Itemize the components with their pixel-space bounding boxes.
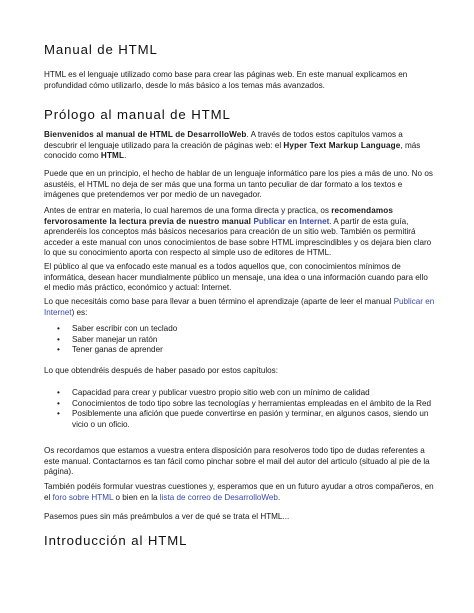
publicar-internet-link-2[interactable]: Publicar en Internet xyxy=(44,297,435,317)
bullet-icon: • xyxy=(57,398,60,408)
forum-end-text: . xyxy=(277,492,281,502)
recommend-bold: recomendamos fervorosamente la lectura previa de nuestro manual xyxy=(44,206,394,226)
list-item-text: Capacidad para crear y publicar vuestro propio sitio web con un mínimo de calidad xyxy=(72,388,370,397)
audience-paragraph: El público al que va enfocado este manual es a todos aquellos que, con conocimientos mínimos de informática, desean hacer mundialmente público un mensaje, una idea o una información cuando para ello el medio más práctico, económico y actual: Internet. xyxy=(44,262,428,293)
requirements-list xyxy=(44,324,436,356)
heading-prologo: Prólogo al manual de HTML xyxy=(44,107,231,122)
welcome-text: . A través de todos estos capítulos vamos a descubrir el lenguaje utilizado para la creación de páginas web: el xyxy=(44,130,403,150)
requirements-text: Lo que necesitáis como base para llevar a buen término el aprendizaje (aparte de leer el manual xyxy=(44,297,394,306)
heading-introduccion: Introducción al HTML xyxy=(44,533,188,548)
forum-text: También podéis formular vuestras cuestiones y, esperamos que en un futuro ayudar a otros compañeros, en el xyxy=(44,482,434,502)
recommendation-paragraph xyxy=(44,206,436,259)
list-item-text: Saber escribir con un teclado xyxy=(72,324,178,333)
publicar-internet-link[interactable]: Publicar en Internet xyxy=(253,216,330,226)
outcomes-intro: Lo que obtendréis después de haber pasado por estos capítulos: xyxy=(44,366,278,375)
support-paragraph: Os recordamos que estamos a vuestra entera disposición para resolveros todo tipo de dudas referentes a este manual. Contactarnos es tan fácil como pinchar sobre el mail del autor del articulo (situado al pie de la página). xyxy=(44,446,430,477)
known-as-text: , más conocido como xyxy=(44,140,421,161)
mailing-list-link[interactable]: lista de correo de DesarrolloWeb xyxy=(159,492,278,502)
list-item-text: Posiblemente una afición que puede convertirse en pasión y terminar, en algunos casos, siendo un vicio o un oficio. xyxy=(72,409,429,429)
bullet-icon: • xyxy=(57,334,60,344)
bullet-icon: • xyxy=(57,388,60,397)
welcome-paragraph xyxy=(44,130,436,162)
html-bold: HTML xyxy=(100,151,125,161)
list-item xyxy=(44,388,436,399)
bullet-icon: • xyxy=(57,345,60,355)
forum-or-text: o bien en la xyxy=(113,492,160,502)
foro-html-link[interactable]: foro sobre HTML xyxy=(52,492,114,502)
welcome-bold: Bienvenidos al manual de HTML de DesarrolloWeb xyxy=(44,130,247,139)
list-item-text: Conocimientos de todo tipo sobre las tecnologías y herramientas empleadas en el ámbito de la Red xyxy=(72,398,432,408)
list-item xyxy=(44,409,436,430)
forum-paragraph xyxy=(44,482,436,503)
closing-paragraph: Pasemos pues sin más preámbulos a ver de qué se trata el HTML... xyxy=(44,512,290,521)
list-item-text: Saber manejar un ratón xyxy=(72,334,158,344)
guide-text: . A partir de esta guía, aprenderéis los conceptos más básicos necesarios para creación de un sitio web. También os permitirá acceder a este manual con unos conocimientos de base sobre HTML imprescindibles y os dejara bien claro lo que su conocimiento aporta con respecto al simple uso de editores de HTML. xyxy=(44,216,432,258)
list-item xyxy=(44,345,436,356)
list-item-text: Tener ganas de aprender xyxy=(72,345,163,355)
list-item xyxy=(44,399,436,410)
period-text: . xyxy=(124,151,127,161)
hypertext-bold: Hyper Text Markup Language xyxy=(283,140,401,150)
language-paragraph: Puede que en un principio, el hecho de hablar de un lenguaje informático pare los pies a más de uno. No os asustéis, el HTML no deja de ser más que una forma un tanto peculiar de dar formato a los textos e imágenes que pretendemos ver por medio de un navegador. xyxy=(44,169,433,200)
recommend-text: Antes de entrar en materia, lo cual haremos de una forma directa y practica, os xyxy=(44,206,332,215)
outcomes-list xyxy=(44,388,436,430)
requirements-paragraph xyxy=(44,297,436,318)
list-item xyxy=(44,324,436,335)
intro-paragraph: HTML es el lenguaje utilizado como base para crear las páginas web. En este manual explicamos en profundidad cómo utilizarlo, desde lo más básico a los temas más avanzados. xyxy=(44,70,408,90)
bullet-icon: • xyxy=(57,409,60,419)
bullet-icon: • xyxy=(57,324,60,333)
requirements-end-text: ) es: xyxy=(71,307,88,317)
title-manual-html: Manual de HTML xyxy=(44,42,158,57)
list-item xyxy=(44,335,436,346)
